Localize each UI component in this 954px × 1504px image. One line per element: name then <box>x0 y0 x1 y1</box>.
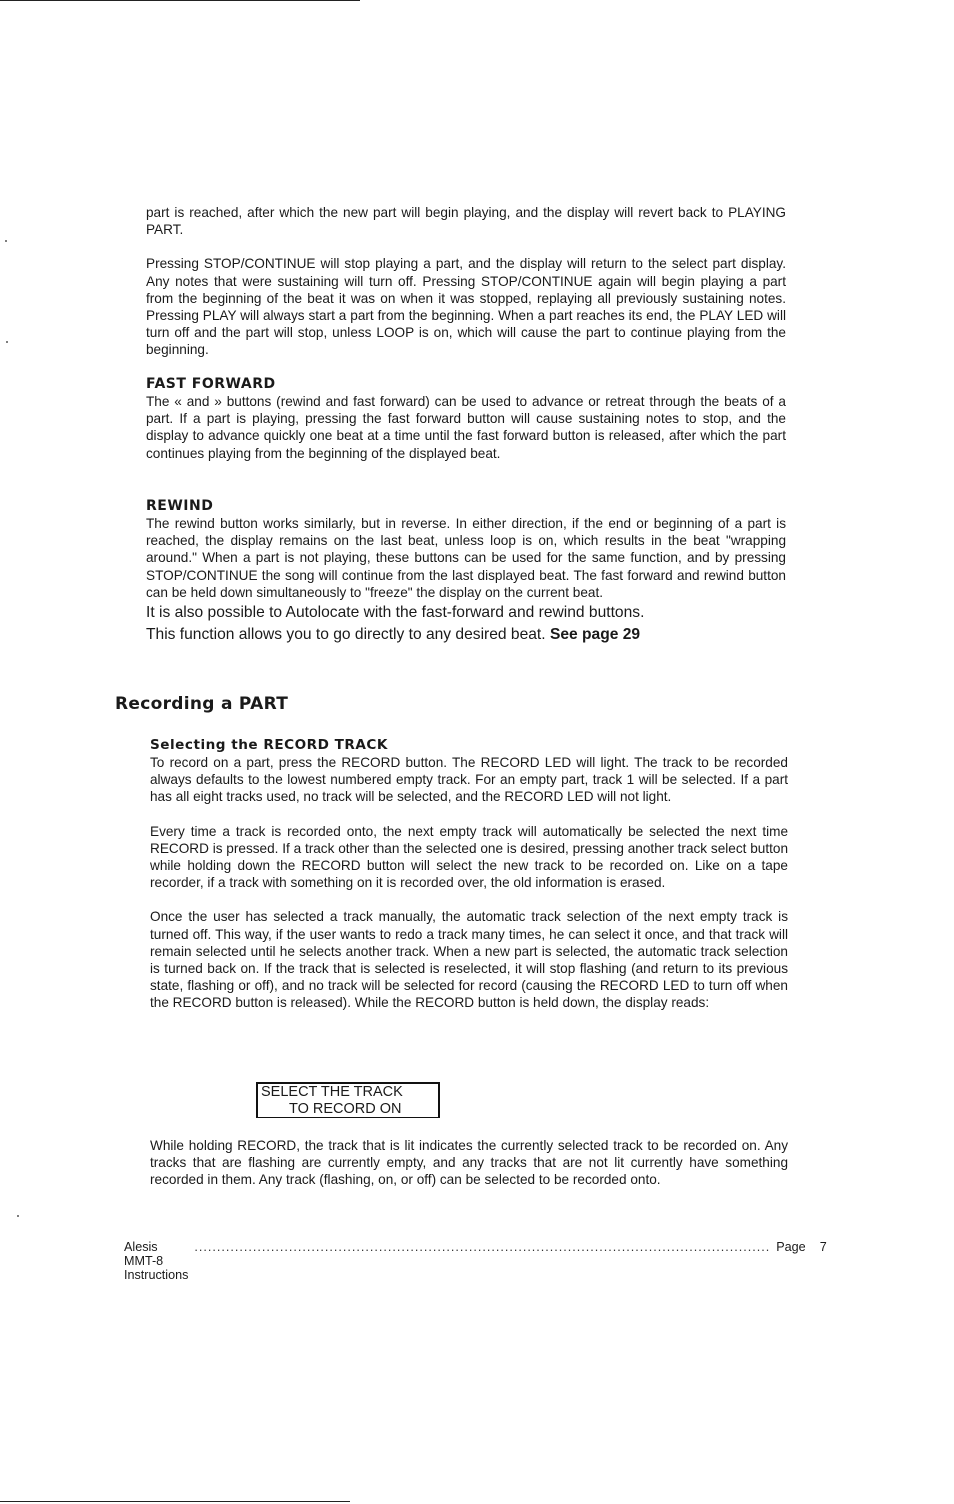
scan-speck <box>17 1215 19 1217</box>
lcd-display-readout <box>256 1082 440 1118</box>
paragraph: part is reached, after which the new part will begin playing, and the display will revert back to PLAYING PART. <box>146 205 786 238</box>
record-track-closing <box>150 1137 788 1189</box>
rewind-section <box>146 498 786 646</box>
record-track-section <box>150 737 788 1012</box>
footer-page-label: Page <box>776 1240 806 1254</box>
footer-title: Alesis MMT-8 Instructions <box>124 1240 189 1282</box>
scan-edge-bottom <box>0 1501 350 1502</box>
scan-speck <box>6 341 8 343</box>
paragraph: To record on a part, press the RECORD button. The RECORD LED will light. The track to be recorded always defaults to the lowest numbered empty track. For an empty part, track 1 will be selected. If a part has all eight tracks used, no track will be selected, and the RECORD LED will not light. <box>150 755 788 805</box>
paragraph: Pressing STOP/CONTINUE will stop playing a part, and the display will return to the select part display. Any notes that were sustaining will turn off. Pressing STOP/CONTINUE again will begin playing a part from the beginning of the beat it was on when it was stopped, replaying all previously sustaining notes. Pressing PLAY will always start a part from the beginning. When a part reaches its end, the PLAY LED will turn off and the part will stop, unless LOOP is on, which will cause the part to continue playing from the beginning. <box>146 256 786 358</box>
paragraph: The rewind button works similarly, but in reverse. In either direction, if the end or beginning of a part is reached, the display remains on the last beat, unless loop is on, which results in the beat "wrapping around." When a part is not playing, these buttons can be used for the same function, and by pressing STOP/CONTINUE the song will continue from the last displayed beat. The fast forward and rewind button can be held down simultaneously to "freeze" the display on the current beat. <box>146 516 786 600</box>
footer-page-number: 7 <box>819 1240 827 1254</box>
page-footer <box>124 1240 827 1282</box>
section-heading: FAST FORWARD <box>146 376 276 392</box>
paragraph: Every time a track is recorded onto, the next empty track will automatically be selected the next time RECORD is pressed. If a track other than the selected one is desired, pressing another track select button while holding down the RECORD button will select the new track to be recorded on. Like on a tape recorder, if a track with something on it is recorded over, the old information is erased. <box>150 823 788 891</box>
paragraph: While holding RECORD, the track that is lit indicates the currently selected track to be recorded on. Any tracks that are flashing are currently empty, and any tracks that are not lit currently have something recorded in them. Any track (flashing, on, or off) can be selected to be recorded onto. <box>150 1138 788 1188</box>
autolocate-note-text: This function allows you to go directly to any desired beat. <box>146 626 546 644</box>
scan-edge-top <box>0 0 360 1</box>
fast-forward-section <box>146 376 786 462</box>
display-line: TO RECORD ON <box>289 1101 402 1117</box>
section-title: Recording a PART <box>115 694 289 714</box>
paragraph: Once the user has selected a track manually, the automatic track selection of the next empty track is turned off. This way, if the user wants to redo a track many times, he can select it once, and that track will remain selected until he selects another track. When a new part is selected, the automatic track selection is turned back on. If the track that is selected is reselected, it will stop flashing (and return to its previous state, flashing or off), and no track will be selected for record (causing the RECORD LED to turn off when the RECORD button is released). While the RECORD button is held down, the display reads: <box>150 909 788 1011</box>
display-line: SELECT THE TRACK <box>261 1084 403 1100</box>
section-heading: REWIND <box>146 498 214 514</box>
sub-heading: Selecting the RECORD TRACK <box>150 737 388 753</box>
page-reference: See page 29 <box>549 626 641 644</box>
autolocate-note-line: It is also possible to Autolocate with the fast-forward and rewind buttons. <box>146 604 645 622</box>
paragraph: The « and » buttons (rewind and fast forward) can be used to advance or retreat through the beats of a part. If a part is playing, pressing the fast forward button will cause sustaining notes to stop, and the display to advance quickly one beat at a time until the fast forward button is released, after which the part continues playing from the beginning of the displayed beat. <box>146 394 786 461</box>
autolocate-note-line <box>146 624 786 646</box>
footer-leader-dots: ................................................................................................................................ <box>194 1240 771 1254</box>
scan-speck <box>5 240 7 242</box>
intro-section <box>146 204 786 359</box>
